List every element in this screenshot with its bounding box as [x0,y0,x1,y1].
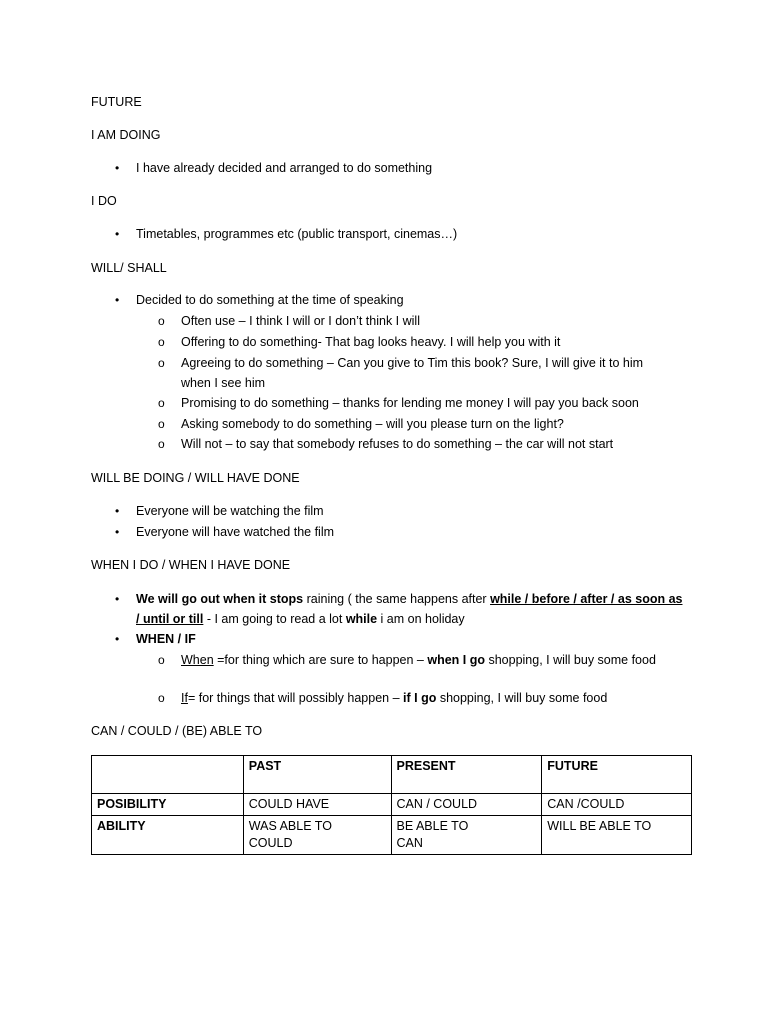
will-shall-subitem: Promising to do something – thanks for lending me money I will pay you back soon [181,396,639,410]
bullet-dot: • [115,227,120,241]
i-do-bullet: Timetables, programmes etc (public transport, cinemas…) [136,227,458,241]
cell-line: WAS ABLE TO [248,819,332,833]
when-example: shopping, I will buy some food [484,653,656,667]
bullet-dot: • [115,525,120,539]
sub-bullet-circle: o [158,437,165,451]
i-am-doing-heading: I AM DOING [91,128,161,142]
sub-bullet-circle: o [158,417,165,431]
example-text-end: i am on holiday [377,612,465,626]
when-i-do-heading: WHEN I DO / WHEN I HAVE DONE [91,558,291,572]
when-bullet-bold-text: We will go out when it stops [136,592,304,606]
row-label: ABILITY [92,816,244,855]
sub-bullet-circle: o [158,356,165,370]
if-example-bold: if I go [403,691,437,705]
when-bullet-text: raining ( the same happens after [303,592,491,606]
cell-line: COULD [248,836,293,850]
when-key: When [181,653,214,667]
row-label: POSIBILITY [92,794,244,816]
cell-line: CAN [396,836,423,850]
if-subitem [181,690,607,706]
i-am-doing-bullet: I have already decided and arranged to do something [136,161,433,175]
example-text: - I am going to read a lot [203,612,346,626]
when-subitem [181,652,656,668]
table-header-cell: PRESENT [391,756,542,794]
will-be-doing-bullet: Everyone will be watching the film [136,504,324,518]
will-be-doing-bullet: Everyone will have watched the film [136,525,335,539]
sub-bullet-circle: o [158,691,165,705]
can-could-heading: CAN / COULD / (BE) ABLE TO [91,724,263,738]
ability-table [91,755,692,855]
conjunction-list-continued: / until or till [136,612,204,626]
when-bullet-line1 [136,591,682,607]
table-cell: COULD HAVE [243,794,391,816]
conjunction-list: while / before / after / as soon as [490,592,683,606]
will-shall-subitem: Often use – I think I will or I don’t think I will [181,314,420,328]
will-shall-subitem: Asking somebody to do something – will you please turn on the light? [181,417,564,431]
i-do-heading: I DO [91,194,117,208]
table-row [92,816,692,855]
bullet-dot: • [115,592,120,606]
table-cell: WILL BE ABLE TO [542,816,692,855]
table-cell: CAN /COULD [542,794,692,816]
table-cell [391,816,542,855]
when-if-bullet: WHEN / IF [136,632,196,646]
will-shall-subitem: Offering to do something- That bag looks heavy. I will help you with it [181,335,561,349]
when-example-bold: when I go [427,653,485,667]
bullet-dot: • [115,293,120,307]
bullet-dot: • [115,504,120,518]
if-definition: = for things that will possibly happen – [187,691,404,705]
if-key: If [181,691,188,705]
table-header-cell [92,756,244,794]
will-shall-subitem: Agreeing to do something – Can you give to Tim this book? Sure, I will give it to him [181,356,644,370]
table-header-cell: FUTURE [542,756,692,794]
will-shall-bullet: Decided to do something at the time of speaking [136,293,404,307]
when-definition: =for thing which are sure to happen – [213,653,428,667]
bullet-dot: • [115,161,120,175]
table-header-cell: PAST [243,756,391,794]
will-shall-subitem: Will not – to say that somebody refuses to do something – the car will not start [181,437,614,451]
when-bullet-line2 [136,611,465,627]
will-shall-subitem-continued: when I see him [181,376,266,390]
will-be-doing-heading: WILL BE DOING / WILL HAVE DONE [91,471,300,485]
if-example: shopping, I will buy some food [436,691,608,705]
sub-bullet-circle: o [158,396,165,410]
sub-bullet-circle: o [158,335,165,349]
while-word: while [345,612,378,626]
table-cell: CAN / COULD [391,794,542,816]
sub-bullet-circle: o [158,314,165,328]
future-heading: FUTURE [91,95,142,109]
bullet-dot: • [115,632,120,646]
table-row [92,794,692,816]
table-header-row [92,756,692,794]
cell-line: BE ABLE TO [396,819,469,833]
sub-bullet-circle: o [158,653,165,667]
will-shall-heading: WILL/ SHALL [91,261,167,275]
table-cell [243,816,391,855]
